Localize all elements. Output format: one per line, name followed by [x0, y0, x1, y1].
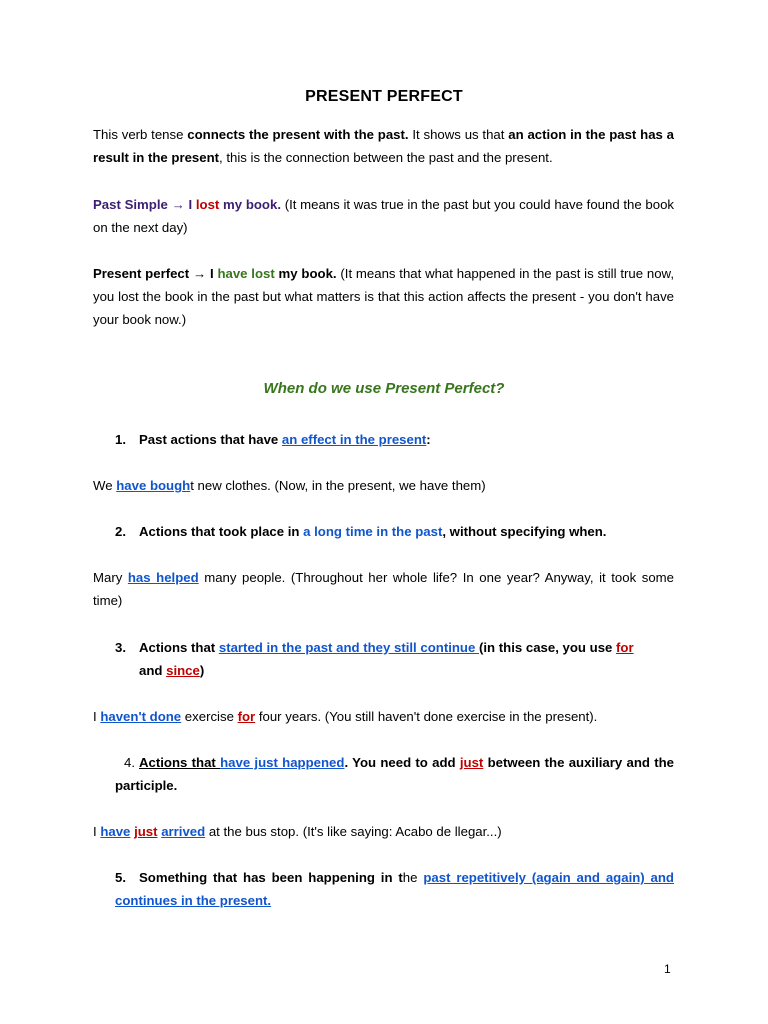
example-verb: have bough	[116, 478, 191, 493]
example-auxiliary: have	[100, 824, 131, 839]
use-item-4	[115, 751, 674, 797]
use-highlight: have just happened	[220, 755, 345, 770]
intro-text-3: , this is the connection between the past and the present.	[219, 150, 553, 165]
use-number: 3.	[115, 640, 126, 655]
use-item-3	[115, 636, 674, 682]
example-keyword-for: for	[237, 709, 256, 724]
use-text-end: between the auxiliary and the participle.	[115, 755, 674, 793]
example-text: Mary	[93, 570, 128, 585]
example-text-end: at the bus stop. (It's like saying: Acabo de llegar...)	[205, 824, 502, 839]
example-verb: has helped	[127, 570, 199, 585]
arrow-icon: →	[192, 266, 207, 281]
use-item-2	[115, 520, 674, 543]
use-keyword-just: just	[459, 755, 484, 770]
use-example-1	[93, 474, 674, 497]
arrow-icon: →	[171, 197, 185, 212]
use-text-close: )	[199, 663, 205, 678]
present-perfect-explanation: (It means that what happened in the past is still true now, you lost the book in the past but what matters is that this action affects the present - you don't have your book now.)	[93, 266, 675, 327]
intro-bold-1: connects the present with the past.	[187, 127, 409, 142]
section-heading: When do we use Present Perfect?	[263, 380, 505, 397]
past-simple-explanation: (It means it was true in the past but you could have found the book on the next day)	[93, 197, 675, 235]
use-text-mid: (in this case, you use	[478, 640, 617, 655]
use-number: 2.	[115, 524, 126, 539]
past-simple-label: Past Simple	[93, 197, 168, 212]
example-verb: haven't done	[100, 709, 182, 724]
use-text: Actions that took place in	[139, 524, 304, 539]
present-perfect-label: Present perfect	[93, 266, 190, 281]
example-text: I	[93, 709, 101, 724]
past-simple-object: my book.	[219, 197, 281, 212]
use-highlight: a long time in the past	[303, 524, 443, 539]
use-highlight: started in the past and they still continue	[218, 640, 479, 655]
example-text-mid: exercise	[181, 709, 238, 724]
page-number: 1	[664, 962, 671, 976]
present-perfect-subject: I	[209, 266, 218, 281]
example-text-end: t new clothes. (Now, in the present, we have them)	[190, 478, 486, 493]
example-participle: arrived	[161, 824, 206, 839]
use-text-end: :	[426, 432, 431, 447]
intro-text-2: It shows us that	[408, 127, 509, 142]
past-simple-verb: lost	[195, 197, 220, 212]
intro-bold-2: an action in the past has a result in the present	[93, 127, 675, 165]
use-example-4	[93, 820, 674, 843]
page-title: PRESENT PERFECT	[305, 88, 463, 105]
use-number: 4.	[124, 755, 135, 770]
use-highlight: past repetitively (again and again) and continues in the present.	[115, 870, 674, 908]
use-text: Past actions that have	[139, 432, 282, 447]
use-item-1	[115, 428, 674, 451]
example-text-end: many people. (Throughout her whole life? In one year? Anyway, it took some time)	[93, 570, 674, 608]
use-text-mid: . You need to add	[344, 755, 460, 770]
use-text: Actions that	[139, 755, 221, 770]
intro-paragraph	[93, 123, 674, 169]
use-text-2: he	[402, 870, 424, 885]
use-example-3	[93, 705, 674, 728]
present-perfect-object: my book.	[274, 266, 337, 281]
use-example-2	[93, 566, 674, 612]
use-highlight: an effect in the present	[281, 432, 427, 447]
use-text: Something that has been happening in t	[139, 870, 403, 885]
use-number: 5.	[115, 870, 126, 885]
present-perfect-paragraph	[93, 262, 674, 331]
use-text: Actions that	[139, 640, 219, 655]
use-item-5	[115, 866, 674, 912]
use-number: 1.	[115, 432, 126, 447]
present-perfect-verb: have lost	[217, 266, 275, 281]
example-text-end: four years. (You still haven't done exercise in the present).	[255, 709, 598, 724]
example-text: I	[93, 824, 101, 839]
intro-text-1: This verb tense	[93, 127, 188, 142]
example-text: We	[93, 478, 117, 493]
past-simple-paragraph	[93, 193, 674, 239]
example-keyword-just: just	[134, 824, 158, 839]
past-simple-subject: I	[188, 197, 196, 212]
use-text-end: , without specifying when.	[442, 524, 607, 539]
use-text-and: and	[139, 663, 167, 678]
use-keyword-for: for	[616, 640, 634, 655]
use-keyword-since: since	[166, 663, 200, 678]
